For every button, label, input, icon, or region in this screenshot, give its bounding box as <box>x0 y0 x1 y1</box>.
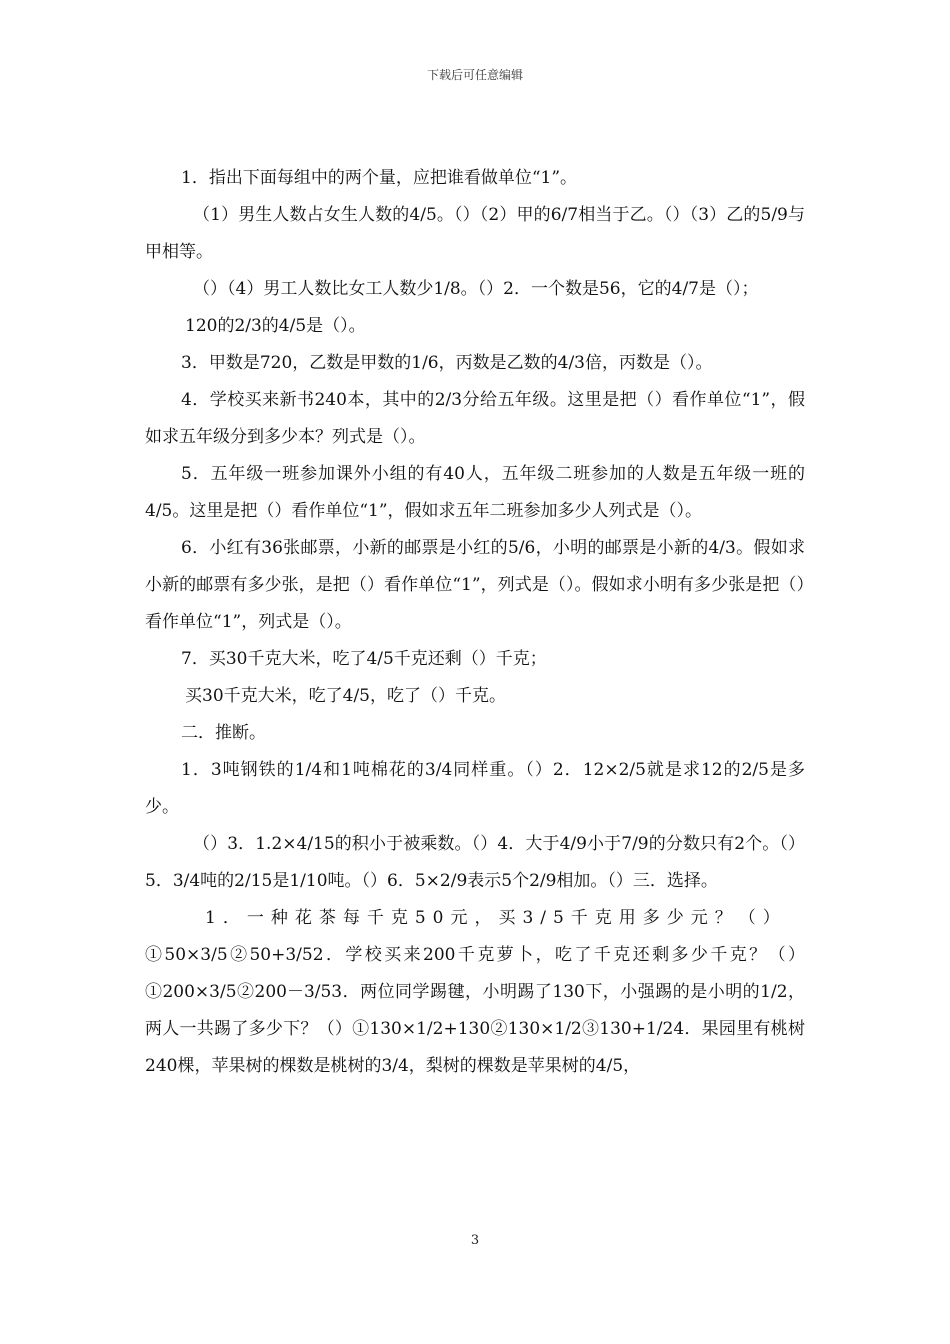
question-1-items: （1）男生人数占女生人数的4/5。（）（2）甲的6/7相当于乙。（）（3）乙的5/9与甲相等。 <box>145 205 805 262</box>
question-7: 7．买30千克大米，吃了4/5千克还剩（）千克； <box>181 649 547 669</box>
question-4: 4．学校买来新书240本，其中的2/3分给五年级。这里是把（）看作单位“1”，假如求五年级分到多少本？列式是（）。 <box>145 390 805 447</box>
question-3: 3．甲数是720，乙数是甲数的1/6，丙数是乙数的4/3倍，丙数是（）。 <box>181 353 713 373</box>
judgement-1-2: 1．3吨钢铁的1/4和1吨棉花的3/4同样重。（）2．12×2/5就是求12的2/5是多少。 <box>145 760 805 817</box>
choice-1-4-options: ①50×3/5②50+3/52．学校买来200千克萝卜，吃了千克还剩多少千克？（）①200×3/5②200－3/53．两位同学踢毽，小明踢了130下，小强踢的是小明的1/2，两人一共踢了多少下？（）①130×1/2+130②130×1/2③130+1/24．果园里有桃树240棵，苹果树的棵数是桃树的3/4，梨树的棵数是苹果树的4/5， <box>145 945 805 1076</box>
question-2-continued: 120的2/3的4/5是（）。 <box>185 316 366 336</box>
page-number: 3 <box>470 1233 480 1248</box>
judgement-3-6: （）3．1.2×4/15的积小于被乘数。（）4．大于4/9小于7/9的分数只有2个。（）5．3/4吨的2/15是1/10吨。（）6．5×2/9表示5个2/9相加。（）三．选择。 <box>145 834 805 891</box>
document-body <box>145 160 805 1085</box>
section-judgement-heading: 二．推断。 <box>181 723 266 743</box>
page-header: 下载后可任意编辑 <box>426 68 523 82</box>
question-7-part-2: 买30千克大米，吃了4/5，吃了（）千克。 <box>185 686 506 706</box>
question-6: 6．小红有36张邮票，小新的邮票是小红的5/6，小明的邮票是小新的4/3。假如求小新的邮票有多少张，是把（）看作单位“1”，列式是（）。假如求小明有多少张是把（）看作单位“1”，列式是（）。 <box>145 538 805 632</box>
question-1-item-4: （）（4）男工人数比女工人数少1/8。（）2．一个数是56，它的4/7是（）； <box>193 279 759 299</box>
choice-1: 1．一种花茶每千克50元，买3/5千克用多少元？（） <box>205 908 787 928</box>
question-5: 5．五年级一班参加课外小组的有40人，五年级二班参加的人数是五年级一班的4/5。这里是把（）看作单位“1”，假如求五年二班参加多少人列式是（）。 <box>145 464 805 521</box>
question-1: 1．指出下面每组中的两个量，应把谁看做单位“1”。 <box>181 168 578 188</box>
